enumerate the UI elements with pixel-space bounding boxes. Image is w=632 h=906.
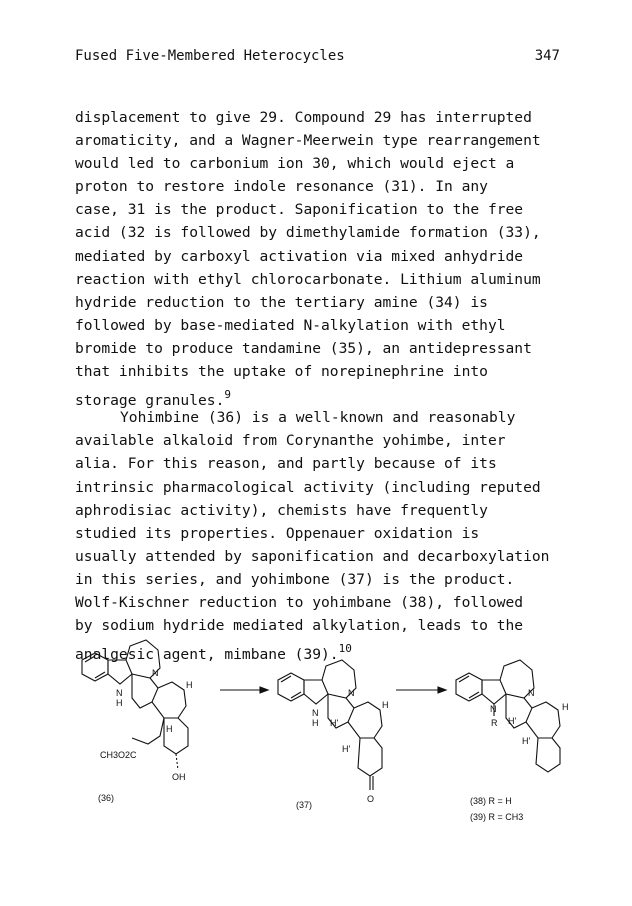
- text-line: aromaticity, and a Wagner-Meerwein type rearrangement: [75, 132, 541, 150]
- atom-h: H: [116, 698, 123, 708]
- atom-h: H: [562, 702, 569, 712]
- text-line: hydride reduction to the tertiary amine (34) is: [75, 293, 488, 311]
- reaction-scheme-drawing: [60, 636, 580, 836]
- text-line: available alkaloid from Corynanthe yohimbe, inter: [75, 432, 506, 450]
- text-line: displacement to give 29. Compound 29 has interrupted: [75, 109, 532, 126]
- atom-n: N: [152, 668, 159, 678]
- atom-h: H': [522, 736, 531, 746]
- atom-h: H: [382, 700, 389, 710]
- text-line: would led to carbonium ion 30, which would eject a: [75, 155, 515, 173]
- hydroxyl-label: OH: [172, 772, 186, 782]
- text-line: aphrodisiac activity), chemists have frequently: [75, 501, 488, 519]
- text-line: alia. For this reason, and partly because of its: [75, 455, 497, 473]
- text-line: Wolf-Kischner reduction to yohimbane (38), followed: [75, 593, 524, 611]
- atom-n: N: [528, 688, 535, 698]
- text-line: in this series, and yohimbone (37) is the product.: [75, 570, 515, 588]
- text-line: mediated by carboxyl activation via mixed anhydride: [75, 247, 524, 265]
- atom-r: R: [491, 718, 498, 728]
- atom-n: N: [312, 708, 319, 718]
- footnote-ref: 9: [224, 388, 231, 402]
- paragraph-1: [75, 106, 575, 410]
- atom-h: H': [342, 744, 351, 754]
- text-line-content: analgesic agent, mimbane (39).: [75, 646, 339, 664]
- atom-h: H: [166, 724, 173, 734]
- atom-n: N: [116, 688, 123, 698]
- text-line: Yohimbine (36) is a well-known and reasonably: [120, 409, 516, 427]
- carbonyl-oxygen: O: [367, 794, 375, 804]
- text-line: proton to restore indole resonance (31). In any: [75, 178, 488, 196]
- atom-n: N: [490, 704, 497, 714]
- text-line: reaction with ethyl chlorocarbonate. Lithium aluminum: [75, 270, 541, 288]
- page-number: 347: [534, 48, 560, 64]
- text-line: studied its properties. Oppenauer oxidation is: [75, 524, 480, 542]
- compound-label-38: (38) R = H: [470, 796, 512, 806]
- text-line-content: storage granules.: [75, 392, 225, 410]
- compound-label-37: (37): [296, 800, 313, 810]
- compound-label-39: (39) R = CH3: [470, 812, 524, 822]
- text-line: bromide to produce tandamine (35), an antidepressant: [75, 339, 532, 357]
- text-line: case, 31 is the product. Saponification to the free: [75, 201, 524, 219]
- atom-n: N: [348, 688, 355, 698]
- text-line: by sodium hydride mediated alkylation, leads to the: [75, 617, 524, 635]
- ester-label: CH3O2C: [100, 750, 137, 760]
- text-line: intrinsic pharmacological activity (including reputed: [75, 478, 541, 496]
- text-line: acid (32 is followed by dimethylamide formation (33),: [75, 224, 541, 242]
- text-line: followed by base-mediated N-alkylation with ethyl: [75, 316, 506, 334]
- text-line: that inhibits the uptake of norepinephrine into: [75, 363, 488, 381]
- compound-label-36: (36): [98, 793, 115, 803]
- paragraph-2: [75, 406, 575, 664]
- atom-h: H': [508, 716, 517, 726]
- footnote-ref: 10: [338, 642, 352, 656]
- reaction-scheme: [60, 636, 580, 836]
- atom-h: H': [330, 718, 339, 728]
- running-title: Fused Five-Membered Heterocycles: [75, 48, 345, 64]
- body-text: [75, 106, 575, 664]
- text-line-last: [75, 383, 575, 410]
- atom-h: H: [186, 680, 193, 690]
- running-header: [75, 48, 560, 64]
- text-line: usually attended by saponification and decarboxylation: [75, 547, 550, 565]
- atom-h: H: [312, 718, 319, 728]
